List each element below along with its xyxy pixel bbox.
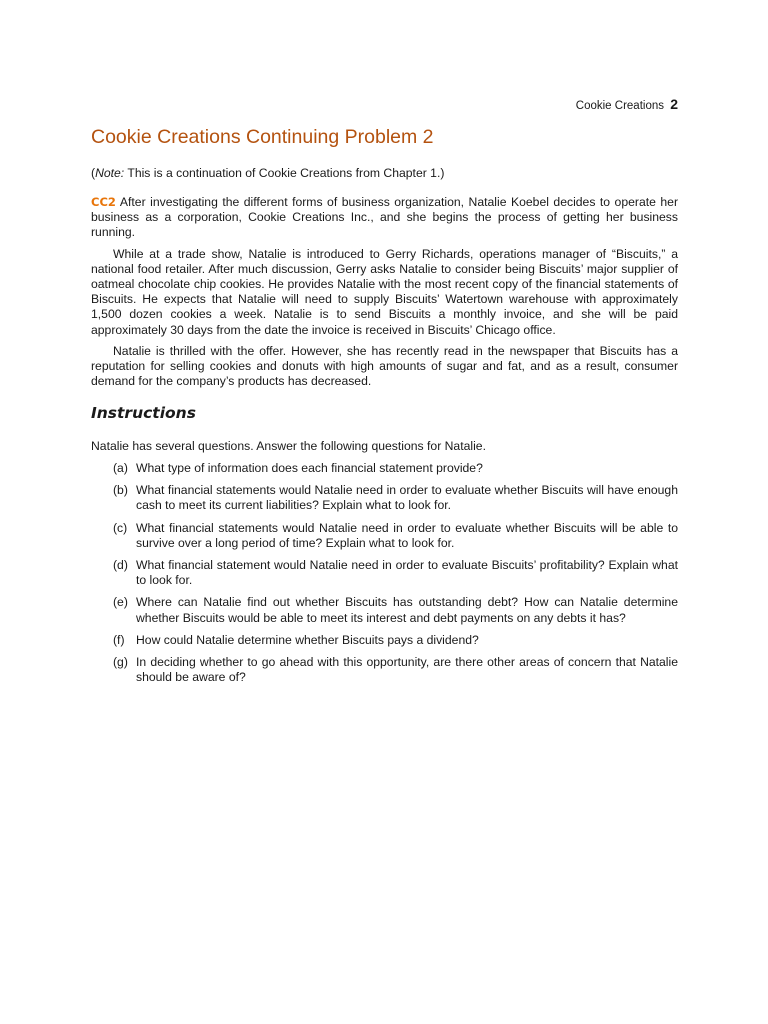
paragraph-1 xyxy=(91,195,678,241)
question-list xyxy=(91,461,678,692)
question-item xyxy=(91,483,678,513)
paragraph-2: While at a trade show, Natalie is introduced to Gerry Richards, operations manager of “Biscuits,” a national food retailer. After much discussion, Gerry asks Natalie to consider being Biscuits’ major supplier of oatmeal chocolate chip cookies. He provides Natalie with the most recent copy of the financial statements of Biscuits. He expects that Natalie will need to supply Biscuits’ Watertown warehouse with approximately 1,500 dozen cookies a week. Natalie is to send Biscuits a monthly invoice, and she will be paid approximately 30 days from the date the invoice is received in Biscuits’ Chicago office. xyxy=(91,246,678,337)
question-label: (d) xyxy=(113,558,128,573)
question-item xyxy=(91,655,678,685)
question-text: What financial statement would Natalie need in order to evaluate Biscuits’ profitability? Explain what to look for. xyxy=(136,558,678,588)
instructions-intro: Natalie has several questions. Answer the following questions for Natalie. xyxy=(91,439,486,453)
question-text: In deciding whether to go ahead with this opportunity, are there other areas of concern that Natalie should be aware of? xyxy=(136,655,678,685)
page-title: Cookie Creations Continuing Problem 2 xyxy=(91,126,434,148)
question-text: What financial statements would Natalie need in order to evaluate whether Biscuits will be able to survive over a long period of time? Explain what to look for. xyxy=(136,520,678,550)
running-header xyxy=(576,96,678,112)
question-item xyxy=(91,633,678,648)
question-label: (a) xyxy=(113,461,128,475)
question-label: (e) xyxy=(113,595,128,610)
question-item xyxy=(91,521,678,551)
question-label: (f) xyxy=(113,632,125,647)
paragraph-3: Natalie is thrilled with the offer. However, she has recently read in the newspaper that Biscuits has a reputation for selling cookies and donuts with high amounts of sugar and fat, and as a result, consumer demand for the company’s products has decreased. xyxy=(91,343,678,389)
question-text: What type of information does each financial statement provide? xyxy=(136,461,483,475)
instructions-heading: Instructions xyxy=(91,404,196,422)
question-item xyxy=(91,461,678,476)
question-item xyxy=(91,595,678,625)
note-line xyxy=(91,166,444,180)
cc-tag: CC2 xyxy=(91,195,116,209)
question-label: (g) xyxy=(113,655,128,670)
problem-body xyxy=(91,195,678,395)
running-header-title: Cookie Creations xyxy=(575,100,664,112)
question-text: Where can Natalie find out whether Biscuits has outstanding debt? How can Natalie determine whether Biscuits would be able to meet its interest and debt payments on any debts it has? xyxy=(136,595,678,625)
question-label: (b) xyxy=(113,483,128,498)
note-open-paren: ( xyxy=(91,166,96,180)
question-text: How could Natalie determine whether Biscuits pays a dividend? xyxy=(136,632,479,647)
question-text: What financial statements would Natalie need in order to evaluate whether Biscuits will have enough cash to meet its current liabilities? Explain what to look for. xyxy=(136,483,678,513)
note-text: This is a continuation of Cookie Creations from Chapter 1.) xyxy=(124,166,445,180)
question-label: (c) xyxy=(113,520,128,535)
note-label: Note: xyxy=(95,166,125,180)
paragraph-1-text: After investigating the different forms of business organization, Natalie Koebel decides to operate her business as a corporation, Cookie Creations Inc., and she begins the process of getting her business running. xyxy=(91,195,678,240)
page-number: 2 xyxy=(670,96,678,112)
question-item xyxy=(91,558,678,588)
